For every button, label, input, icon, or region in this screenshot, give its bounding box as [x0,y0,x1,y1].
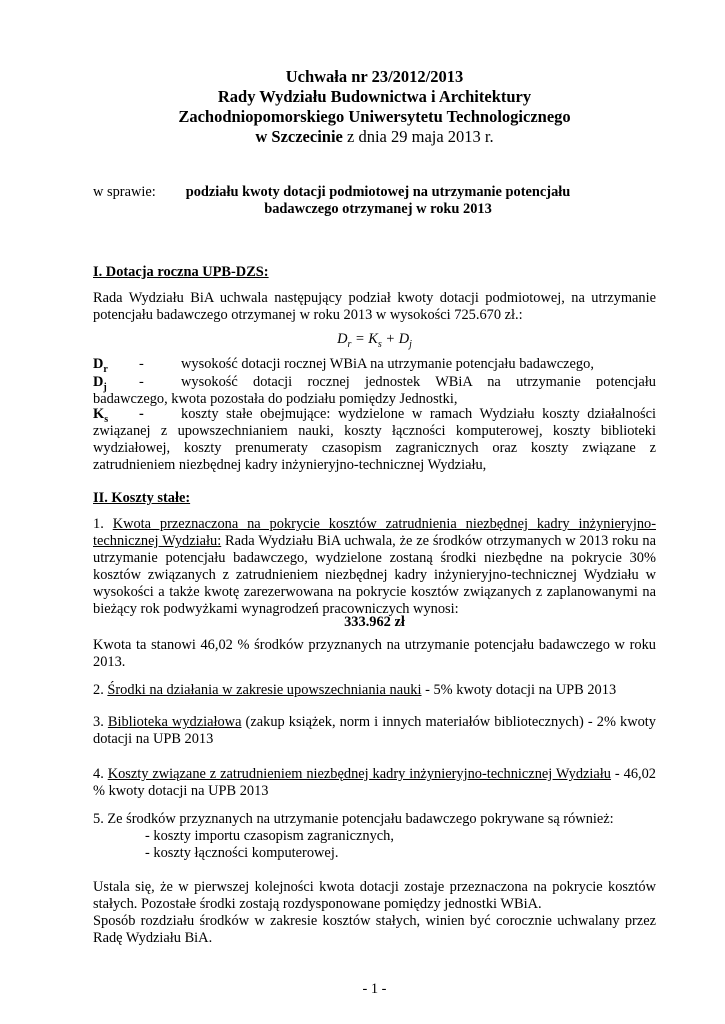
closing-paragraph-1: Ustala się, że w pierwszej kolejności kwota dotacji zostaje przeznaczona na pokrycie kosztów stałych. Pozostałe środki zostają rozdysponowane pomiędzy jednostki WBiA. [93,879,656,912]
resolution-date: w Szczecinie z dnia 29 maja 2013 r. [255,127,494,146]
definition-dj-cont: badawczego, kwota pozostała do podziału pomiędzy Jednostki, [93,391,458,407]
list-item: - koszty łączności komputerowej. [145,845,339,861]
subject-text: podziału kwoty dotacji podmiotowej na utrzymanie potencjału badawczego otrzymanej w roku 2013 [185,184,571,217]
council-name: Rady Wydziału Budownictwa i Architektury [217,87,532,106]
document-page: Uchwała nr 23/2012/2013 Rady Wydziału Budownictwa i Architektury Zachodniopomorskiego Uniwersytetu Technologicznego w Szczecinie z dnia 29 maja 2013 r. w sprawie: podziału kwoty dotacji podmiotowej na utrzymanie potencjału badawczego otrzymanej w roku 2013 I. Dotacja roczna UPB-DZS: Rada Wydziału BiA uchwala następujący podział kwoty dotacji podmiotowej, na utrzymanie potencjału badawczego otrzymanej w roku 2013 w wysokości 725.670 zł.: $D_r = K_s + D_j$ $D_r$ - wysokość dotacji rocznej WBiA na utrzymanie potencjału badawczego, $D_j$ - wysokość dotacji rocznej jednostek WBiA na utrzymanie potencjału badawczego, kwota pozostała do podziału pomiędzy Jednostki, $K_s$ - koszty stałe obejmujące: wydzielone w ramach Wydziału koszty działalności związanej z upowszechnianiem nauki, koszty łączności komputerowej, koszty biblioteki wydziałowej, koszty prenumeraty czasopism zagranicznych oraz koszty związane z zatrudnieniem niezbędnej kadry inżynieryjno-technicznej Wydziału, II. Koszty stałe: 1. Kwota przeznaczona na pokrycie kosztów zatrudnienia niezbędnej kadry inżynieryjno-technicznej Wydziału: Rada Wydziału BiA uchwala, że ze środków otrzymanych w 2013 roku na utrzymanie potencjału badawczego, wydzielone zostaną środki niezbędne na pokrycie 30% kosztów związanych z zatrudnieniem niezbędnej kadry inżynieryjno-technicznej Wydziału w wysokości a także kwotę zarezerwowana na pokrycie kosztów związanych z zaplanowanymi na bieżący rok podwyżkami wynagrodzeń pracowniczych wynosi: 333.962 zł Kwota ta stanowi 46,02 % środków przyznanych na utrzymanie potencjału badawczego w roku 2013. 2. Środki na działania w zakresie upowszechniania nauki - 5% kwoty dotacji na UPB 2013 3. Biblioteka wydziałowa (zakup książek, norm i innych materiałów bibliotecznych) - 2% kwoty dotacji na UPB 2013 4. Koszty związane z zatrudnieniem niezbędnej kadry inżynieryjno-technicznej Wydziału - 46,02 % kwoty dotacji na UPB 2013 5. Ze środków przyznanych na utrzymanie potencjału badawczego pokrywane są również: - koszty importu czasopism zagranicznych, - koszty łączności komputerowej. Ustala się, że w pierwszej kolejności kwota dotacji zostaje przeznaczona na pokrycie kosztów stałych. Pozostałe środki zostają rozdysponowane pomiędzy jednostki WBiA. Sposób rozdziału środków w zakresie kosztów stałych, winien być corocznie uchwalany przez Radę Wydziału BiA. - 1 - [93,67,657,997]
university-name: Zachodniopomorskiego Uniwersytetu Technologicznego [178,107,571,126]
cost-item-1: 1. Kwota przeznaczona na pokrycie kosztów zatrudnienia niezbędnej kadry inżynieryjno-technicznej Wydziału: Rada Wydziału BiA uchwala, że ze środków otrzymanych w 2013 roku na utrzymanie potencjału badawczego, wydzielone zostaną środki niezbędne na pokrycie 30% kosztów związanych z zatrudnieniem niezbędnej kadry inżynieryjno-technicznej Wydziału w wysokości a także kwotę zarezerwowana na pokrycie kosztów związanych z zaplanowanymi na bieżący rok podwyżkami wynagrodzeń pracowniczych wynosi: [93,516,657,617]
cost-item-4: 4. Koszty związane z zatrudnieniem niezbędnej kadry inżynieryjno-technicznej Wydziału - 46,02 % kwoty dotacji na UPB 2013 [93,766,657,799]
formula: $D_r = K_s + D_j$ [337,331,412,350]
page-number: - 1 - [362,981,387,997]
definition-ks-cont: związanej z upowszechnianiem nauki, koszty łączności komputerowej, koszty biblioteki wydziałowej, koszty prenumeraty czasopism zagranicznych oraz koszty związane z zatrudnieniem niezbędnej kadry inżynieryjno-technicznej Wydziału, [93,423,656,473]
resolution-number: Uchwała nr 23/2012/2013 [285,67,464,86]
cost-item-2: 2. Środki na działania w zakresie upowszechniania nauki - 5% kwoty dotacji na UPB 2013 [93,682,617,698]
section2-heading: II. Koszty stałe: [93,490,191,506]
cost-item-5: 5. Ze środków przyznanych na utrzymanie potencjału badawczego pokrywane są również: - koszty importu czasopism zagranicznych, - koszty łączności komputerowej. [93,811,656,862]
section1-intro: Rada Wydziału BiA uchwala następujący podział kwoty dotacji podmiotowej, na utrzymanie potencjału badawczego otrzymanej w roku 2013 w wysokości 725.670 zł.: [93,290,656,323]
cost-amount: 333.962 zł [344,614,405,630]
subject-label: w sprawie: [93,184,156,200]
list-item: - koszty importu czasopism zagranicznych, [145,828,394,844]
resolution-header [93,67,656,147]
cost-item-3: 3. Biblioteka wydziałowa (zakup książek, norm i innych materiałów bibliotecznych) - 2% kwoty dotacji na UPB 2013 [93,714,656,747]
section1-heading: I. Dotacja roczna UPB-DZS: [93,264,269,280]
cost-item-1-note: Kwota ta stanowi 46,02 % środków przyznanych na utrzymanie potencjału badawczego w roku 2013. [93,637,656,670]
closing-paragraph-2: Sposób rozdziału środków w zakresie kosztów stałych, winien być corocznie uchwalany przez Radę Wydziału BiA. [93,913,656,946]
